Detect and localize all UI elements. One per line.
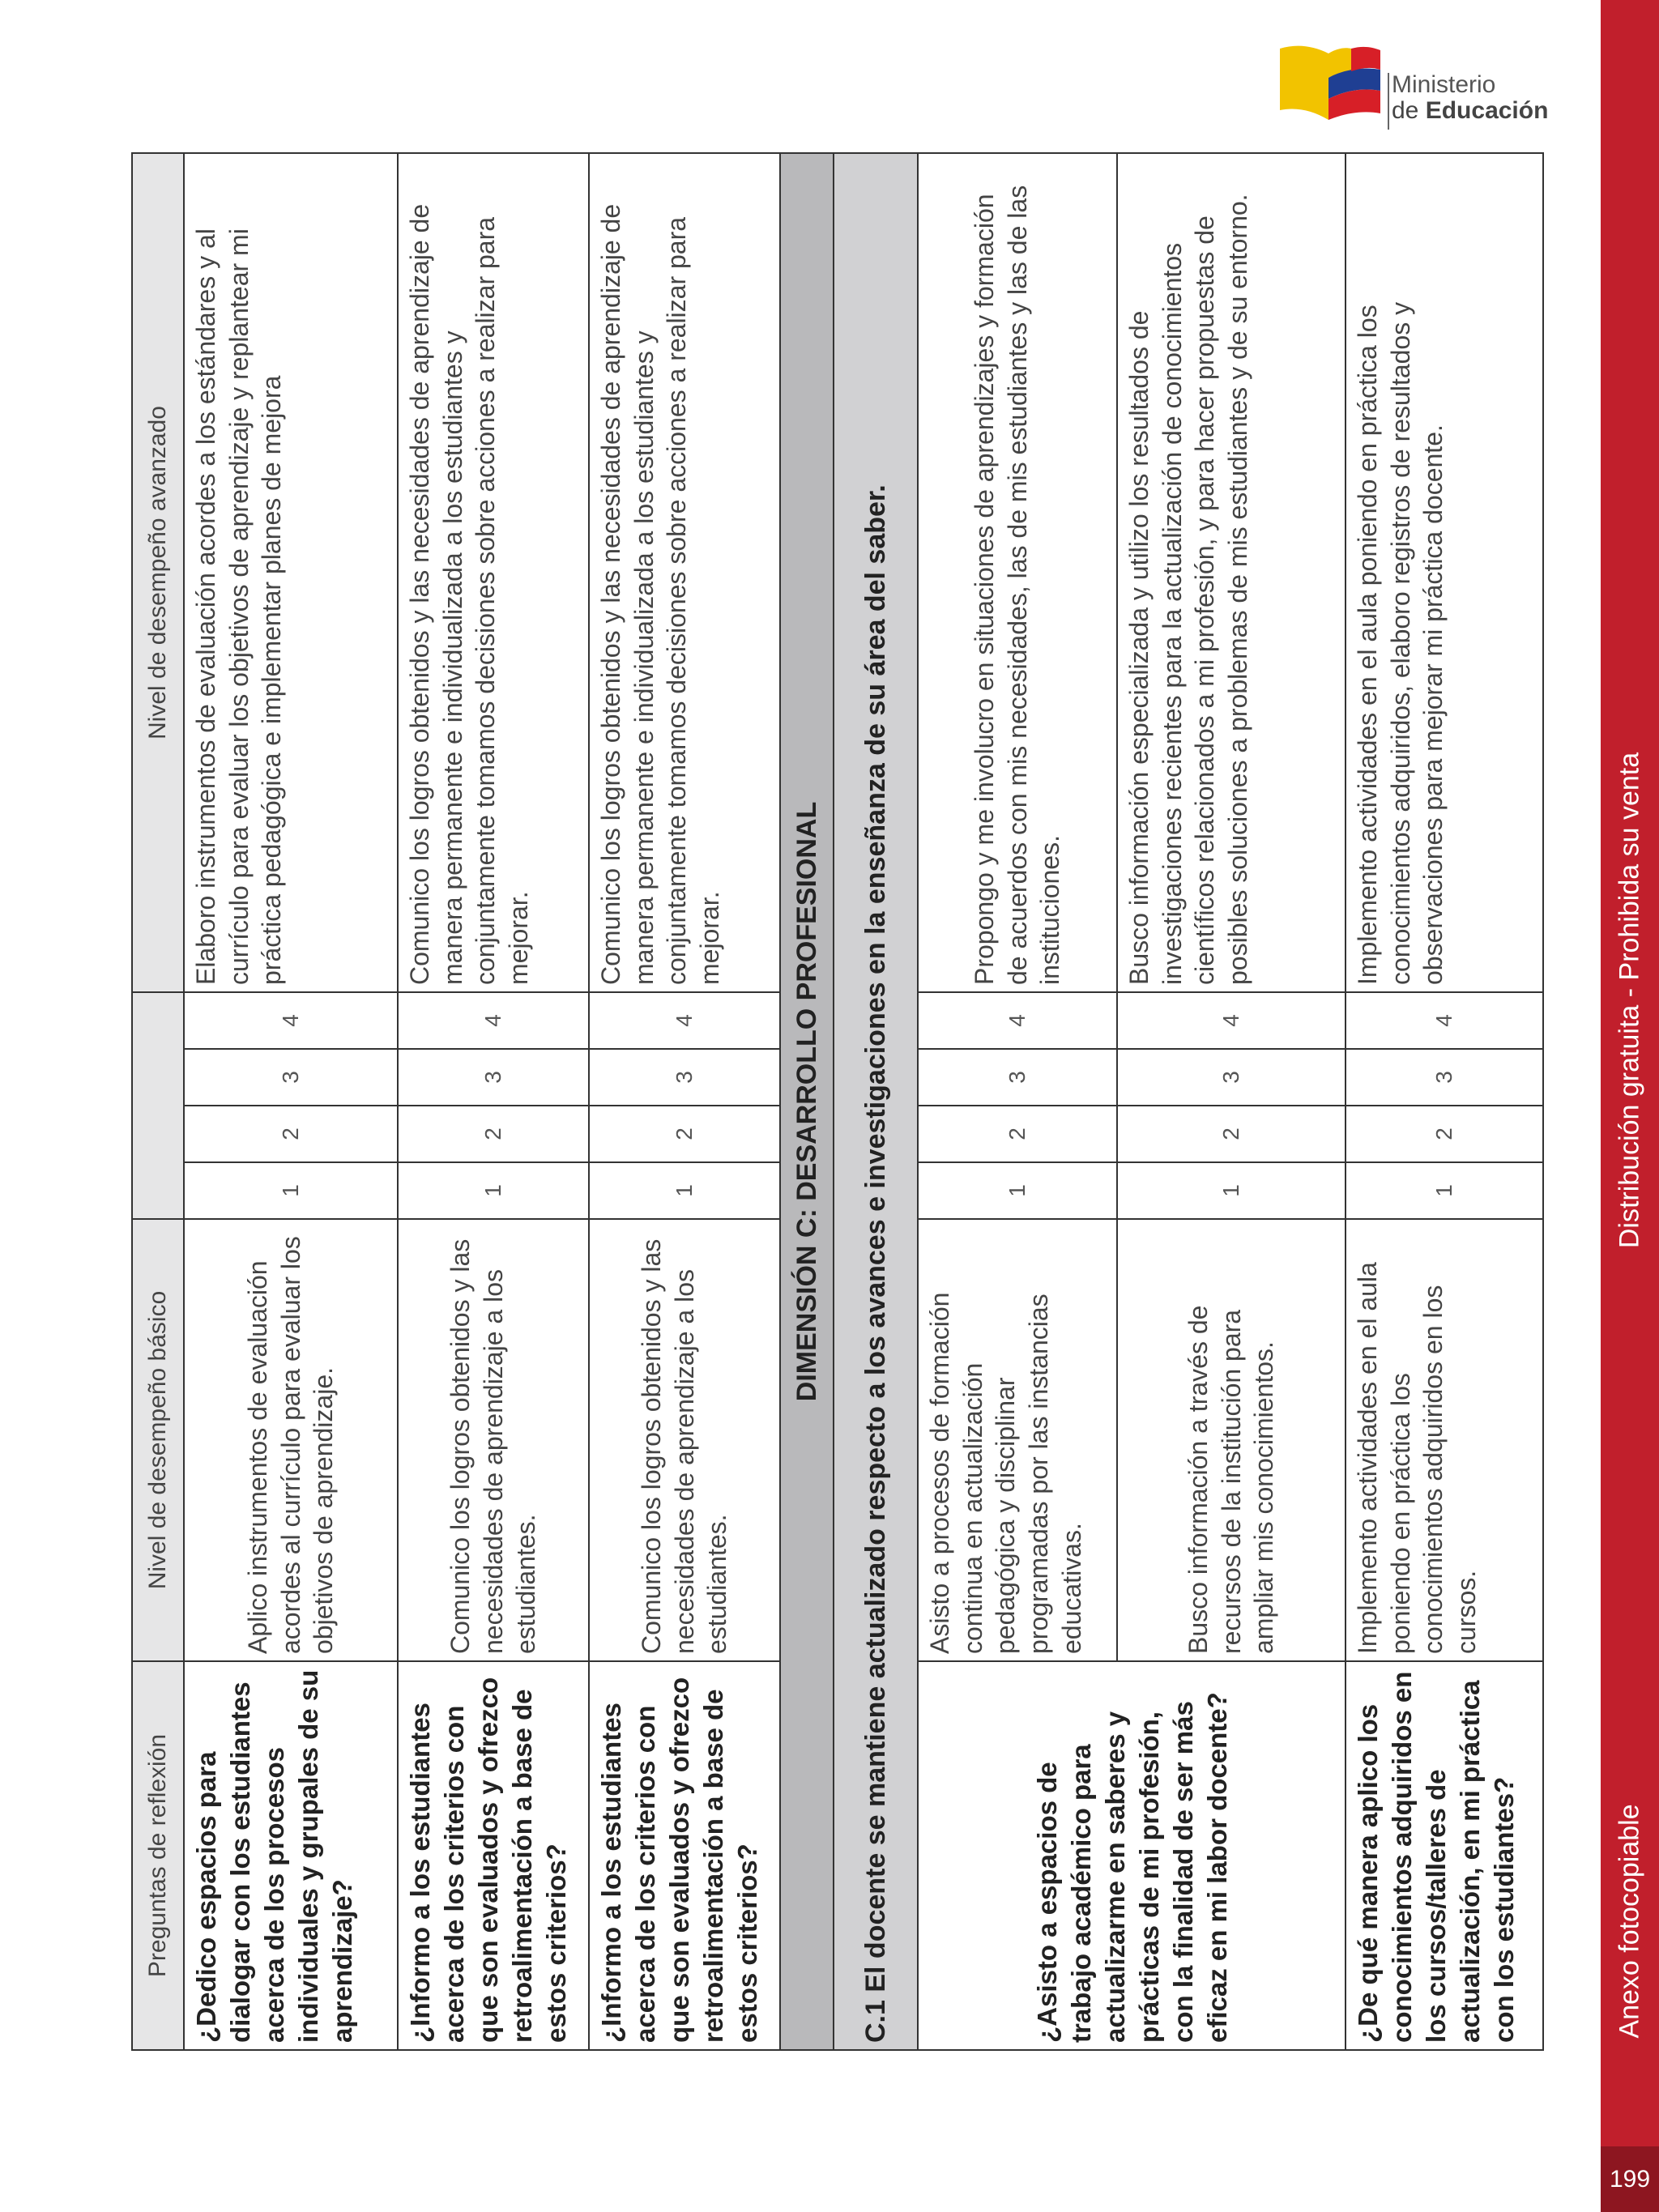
score-1[interactable]: 1	[589, 1162, 780, 1219]
score-1[interactable]: 1	[918, 1162, 1117, 1219]
score-3[interactable]: 3	[589, 1049, 780, 1106]
question-cell: ¿Asisto a espacios de trabajo académico para actualizarme en saberes y prácticas de mi profesión, con la finalidad de ser más eficaz en mi labor docente?	[918, 1661, 1346, 2050]
table-row	[918, 153, 1117, 2050]
score-3[interactable]: 3	[1346, 1049, 1543, 1106]
score-2[interactable]: 2	[589, 1106, 780, 1162]
basic-cell: Comunico los logros obtenidos y las necesidades de aprendizaje a los estudiantes.	[398, 1219, 589, 1661]
basic-cell: Asisto a procesos de formación continua en actualización pedagógica y disciplinar programadas por las instancias educativas.	[918, 1219, 1117, 1661]
dimension-title: DIMENSIÓN C: DESARROLLO PROFESIONAL	[780, 153, 834, 2050]
distribution-notice: Distribución gratuita - Prohibida su venta	[1614, 752, 1645, 1249]
logo-ministry-text: Ministerio	[1392, 71, 1496, 98]
table-row	[589, 153, 780, 2050]
page-number: 199	[1601, 2146, 1659, 2212]
basic-cell: Aplico instrumentos de evaluación acordes al currículo para evaluar los objetivos de aprendizaje.	[184, 1219, 398, 1661]
logo-prefix: de	[1392, 97, 1426, 124]
score-3[interactable]: 3	[184, 1049, 398, 1106]
subdimension-row	[834, 153, 918, 2050]
advanced-cell: Propongo y me involucro en situaciones de aprendizajes y formación de acuerdos con mis necesidades, las de mis estudiantes y las de las instituciones.	[918, 153, 1117, 992]
subdimension-title: C.1 El docente se mantiene actualizado respecto a los avances e investigaciones en la enseñanza de su área del saber.	[834, 153, 918, 2050]
advanced-cell: Elaboro instrumentos de evaluación acordes a los estándares y al currículo para evaluar los objetivos de aprendizaje y replantear mi práctica pedagógica e implementar planes de mejora	[184, 153, 398, 992]
logo-divider	[1388, 73, 1389, 130]
header-basic: Nivel de desempeño básico	[132, 1219, 184, 1661]
question-cell: ¿Dedico espacios para dialogar con los estudiantes acerca de los procesos individuales y grupales de su aprendizaje?	[184, 1661, 398, 2050]
ministry-logo-icon	[1278, 42, 1384, 123]
score-2[interactable]: 2	[918, 1106, 1117, 1162]
logo-bold: Educación	[1425, 97, 1549, 124]
header-row	[132, 153, 184, 2050]
annex-label: Anexo fotocopiable	[1614, 1804, 1645, 2039]
advanced-cell: Implemento actividades en el aula poniendo en práctica los conocimientos adquiridos, elaboro registros de resultados y observaciones para mejorar mi práctica docente.	[1346, 153, 1543, 992]
score-2[interactable]: 2	[184, 1106, 398, 1162]
question-cell: ¿Informo a los estudiantes acerca de los criterios con que son evaluados y ofrezco retroalimentación a base de estos criterios?	[398, 1661, 589, 2050]
score-1[interactable]: 1	[1117, 1162, 1346, 1219]
score-2[interactable]: 2	[1117, 1106, 1346, 1162]
score-1[interactable]: 1	[1346, 1162, 1543, 1219]
score-4[interactable]: 4	[398, 992, 589, 1049]
table-row	[184, 153, 398, 2050]
advanced-cell: Comunico los logros obtenidos y las necesidades de aprendizaje de manera permanente e individualizada a los estudiantes y conjuntamente tomamos decisiones sobre acciones a realizar para mejorar.	[398, 153, 589, 992]
rubric-table-container	[131, 154, 1562, 2051]
table-row	[398, 153, 589, 2050]
table-row	[1346, 153, 1543, 2050]
basic-cell: Comunico los logros obtenidos y las necesidades de aprendizaje a los estudiantes.	[589, 1219, 780, 1661]
rubric-table	[131, 152, 1544, 2051]
score-1[interactable]: 1	[398, 1162, 589, 1219]
header-scale	[132, 992, 184, 1219]
question-cell: ¿De qué manera aplico los conocimientos adquiridos en los cursos/talleres de actualización, en mi práctica con los estudiantes?	[1346, 1661, 1543, 2050]
score-2[interactable]: 2	[1346, 1106, 1543, 1162]
score-3[interactable]: 3	[398, 1049, 589, 1106]
score-3[interactable]: 3	[1117, 1049, 1346, 1106]
score-1[interactable]: 1	[184, 1162, 398, 1219]
score-3[interactable]: 3	[918, 1049, 1117, 1106]
score-4[interactable]: 4	[918, 992, 1117, 1049]
basic-cell: Implemento actividades en el aula poniendo en práctica los conocimientos adquiridos en los cursos.	[1346, 1219, 1543, 1661]
score-4[interactable]: 4	[589, 992, 780, 1049]
logo-education-text	[1392, 97, 1548, 125]
basic-cell: Busco información a través de recursos de la institución para ampliar mis conocimientos.	[1117, 1219, 1346, 1661]
score-4[interactable]: 4	[1346, 992, 1543, 1049]
advanced-cell: Busco información especializada y utilizo los resultados de investigaciones recientes para la actualización de conocimientos científicos relacionados a mi profesión, y para hacer propuestas de posibles soluciones a problemas de mis estudiantes y de su entorno.	[1117, 153, 1346, 992]
score-4[interactable]: 4	[184, 992, 398, 1049]
score-4[interactable]: 4	[1117, 992, 1346, 1049]
ministry-logo	[1278, 42, 1549, 124]
dimension-row	[780, 153, 834, 2050]
score-2[interactable]: 2	[398, 1106, 589, 1162]
question-cell: ¿Informo a los estudiantes acerca de los criterios con que son evaluados y ofrezco retroalimentación a base de estos criterios?	[589, 1661, 780, 2050]
header-questions: Preguntas de reflexión	[132, 1661, 184, 2050]
advanced-cell: Comunico los logros obtenidos y las necesidades de aprendizaje de manera permanente e individualizada a los estudiantes y conjuntamente tomamos decisiones sobre acciones a realizar para mejorar.	[589, 153, 780, 992]
header-advanced: Nivel de desempeño avanzado	[132, 153, 184, 992]
